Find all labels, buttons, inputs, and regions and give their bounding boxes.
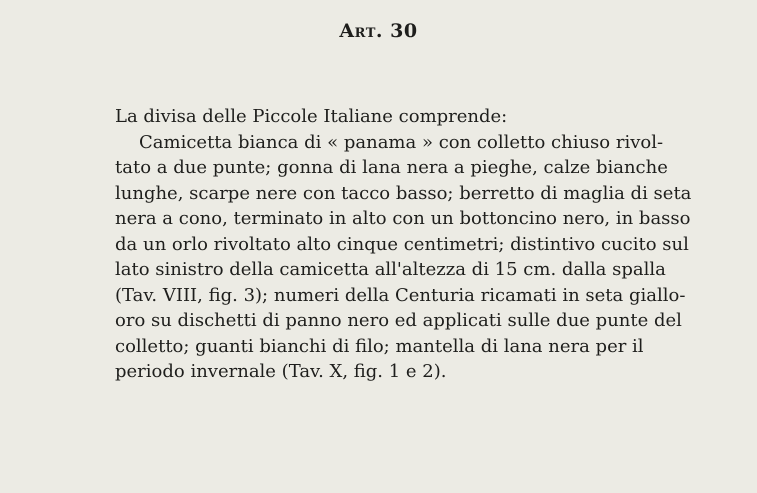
paragraph-line: periodo invernale (Tav. X, fig. 1 e 2).	[115, 361, 447, 382]
paragraph-line: Camicetta bianca di « panama » con colletto chiuso rivol-	[139, 131, 664, 153]
paragraph-line: tato a due punte; gonna di lana nera a pieghe, calze bianche	[115, 157, 668, 178]
article-heading: Art. 30	[339, 20, 418, 42]
paragraph-line: nera a cono, terminato in alto con un bottoncino nero, in basso	[115, 208, 691, 229]
paragraph-line: colletto; guanti bianchi di filo; mantella di lana nera per il	[115, 335, 644, 357]
paragraph-line: lato sinistro della camicetta all'altezza di 15 cm. dalla spalla	[115, 259, 666, 280]
intro-line: La divisa delle Piccole Italiane comprende:	[115, 106, 508, 127]
article-body	[115, 104, 735, 385]
paragraph-line: oro su dischetti di panno nero ed applicati sulle due punte del	[115, 310, 682, 331]
paragraph-line: da un orlo rivoltato alto cinque centimetri; distintivo cucito sul	[115, 233, 689, 255]
paragraph-line: lunghe, scarpe nere con tacco basso; berretto di maglia di seta	[115, 182, 692, 204]
paragraph-line: (Tav. VIII, fig. 3); numeri della Centuria ricamati in seta giallo-	[115, 284, 686, 306]
